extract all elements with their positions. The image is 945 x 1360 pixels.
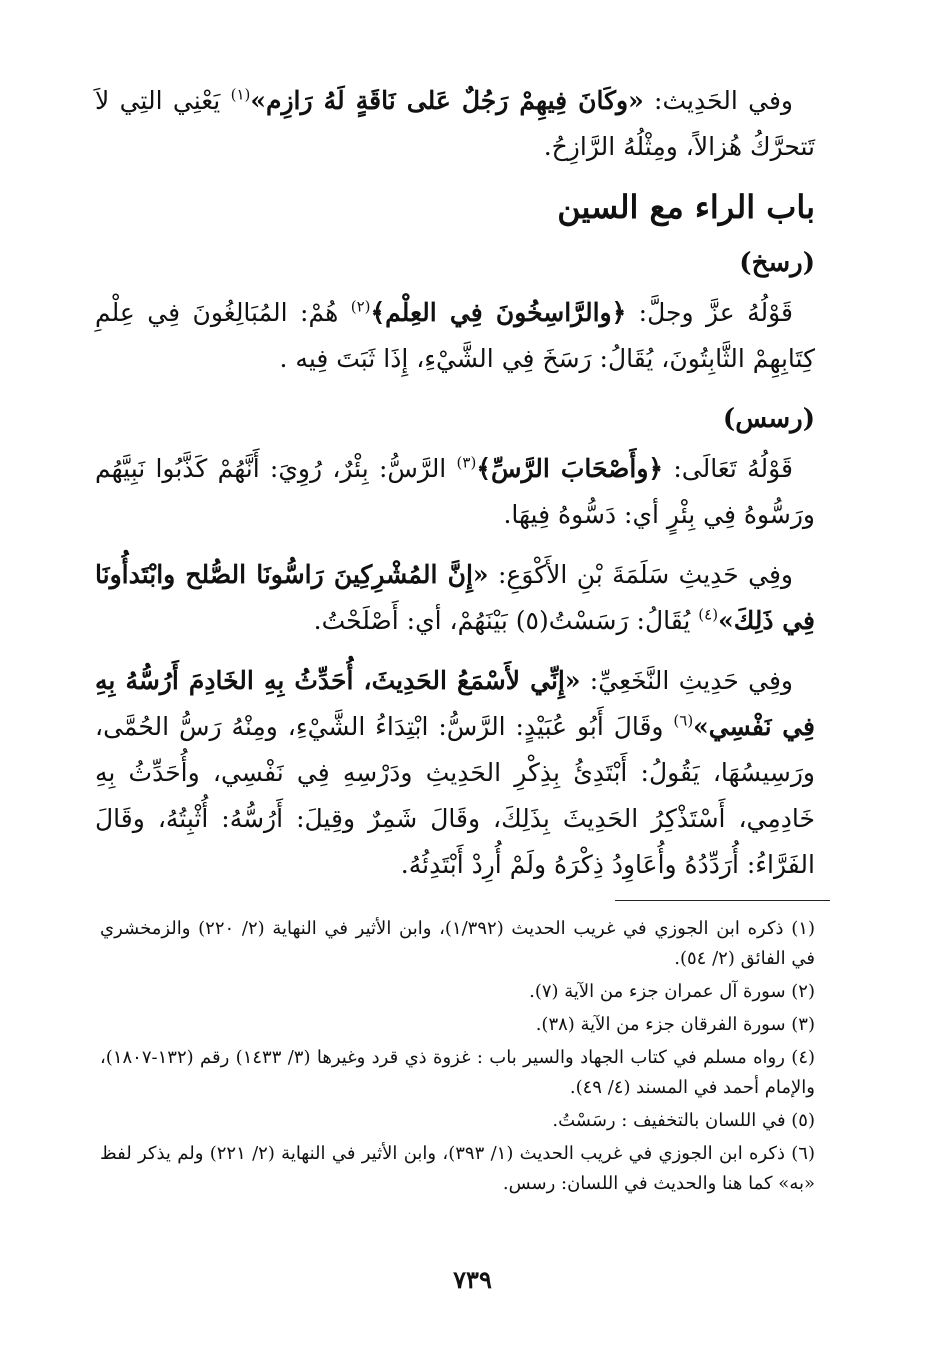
paragraph-prefix: قَوْلُهُ عزَّ وجلَّ:: [626, 298, 794, 327]
footnote-5: (٥) في اللسان بالتخفيف : رسَسْتُ.: [552, 1110, 815, 1131]
entry-heading-rasakha: (رسخ): [739, 248, 815, 278]
footnote-2: (٢) سورة آل عمران جزء من الآية (٧).: [529, 981, 815, 1002]
footnotes: [100, 914, 815, 1202]
paragraph-prefix: وفي الحَدِيث:: [643, 86, 793, 115]
paragraph-body: يُقَالُ: رَسَسْتُ(٥) بَيْنَهُمْ، أي: أَصْلَحْتُ.: [313, 606, 699, 635]
footnote-ref: (١): [230, 85, 251, 104]
footnote-6: (٦) ذكره ابن الجوزي في غريب الحديث (١/ ٣٩٣)، وابن الأثير في النهاية (٢/ ٢٢١) ولم يذكر لفظ «به» كما هنا والحديث في اللسان: رسس.: [100, 1143, 815, 1194]
paragraph-salama-hadith: [95, 552, 815, 644]
paragraph-rass-well: [95, 446, 815, 538]
chapter-title: باب الراء مع السين: [557, 188, 815, 226]
paragraph-prefix: قَوْلُهُ تَعَالَى:: [663, 454, 793, 483]
paragraph-nakhai-hadith: [95, 658, 815, 888]
paragraph-prefix: وفِي حَدِيثِ سَلَمَةَ بْنِ الأَكْوَعِ:: [488, 560, 794, 589]
paragraph-body: وقَالَ أَبُو عُبَيْدٍ: الرَّسُّ: ابْتِدَاءُ الشَّيْءِ، ومِنْهُ رَسُّ الحُمَّى، ورَسِيسُهَا، يَقُولُ: أَبْتَدِئُ بِذِكْرِ الحَدِيثِ ودَرْسِهِ فِي نَفْسِي، وأُحَدِّثُ بِهِ خَادِمِي، أَسْتَذْكِرُ الحَدِيثَ بِذَلِكَ، وقَالَ شَمِرٌ وقِيلَ: أَرُسُّهُ: أُثْبِتُهُ، وقَالَ الفَرَّاءُ: أُرَدِّدُهُ وأُعَاوِدُ ذِكْرَهُ ولَمْ أُرِدْ أَبْتَدِئُهُ.: [95, 712, 815, 879]
footnote-4: (٤) رواه مسلم في كتاب الجهاد والسير باب : غزوة ذي قرد وغيرها (٣/ ١٤٣٣) رقم (١٣٢-١٨٠٧)، والإمام أحمد في المسند (٤/ ٤٩).: [100, 1047, 816, 1098]
page-number: ٧٣٩: [453, 1265, 492, 1294]
hadith-quote: «إِنِّي لأَسْمَعُ الحَدِيثَ، أُحَدِّثُ بِهِ الخَادِمَ أَرُسُّهُ بِهِ فِي نَفْسِي»: [95, 666, 815, 741]
paragraph-rasakha: [95, 290, 815, 382]
footnote-3: (٣) سورة الفرقان جزء من الآية (٣٨).: [535, 1014, 815, 1035]
footnote-ref: (٦): [673, 711, 694, 730]
footnote-ref: (٢): [350, 297, 371, 316]
quran-quote: ﴿والرَّاسِخُونَ فِي العِلْم﴾: [370, 298, 627, 327]
footnote-divider: [615, 900, 830, 901]
quran-quote: ﴿وأَصْحَابَ الرَّسِّ﴾: [476, 454, 664, 483]
paragraph-prefix: وفِي حَدِيثِ النَّخَعِيِّ:: [580, 666, 793, 695]
entry-heading-rasasa: (رسس): [722, 404, 815, 434]
paragraph-continuation: [95, 78, 815, 170]
paragraph-body: الرَّسُّ: بِئْرٌ، رُوِيَ: أَنَّهُمْ كَذَّبُوا نَبِيَّهُم ورَسُّوهُ فِي بِئْرٍ أي: دَسُّوهُ فِيهَا.: [95, 454, 815, 529]
paragraph-body: هُمْ: المُبَالِغُونَ فِي عِلْمِ كِتَابِهِمْ الثَّابِتُونَ، يُقَالُ: رَسَخَ فِي الشَّيْءِ، إِذَا ثَبَتَ فِيه .: [95, 298, 815, 373]
footnote-ref: (٤): [698, 605, 719, 624]
paragraph-body: يَعْنِي التِي لاَ تَتحرَّكُ هُزالاً، ومِثْلُهُ الرَّازِحُ.: [95, 86, 815, 161]
footnote-ref: (٣): [456, 453, 477, 472]
hadith-quote: «وكَانَ فِيهِمْ رَجُلٌ عَلى نَاقَةٍ لَهُ رَازِم»: [250, 86, 644, 115]
hadith-quote: «إِنَّ المُشْرِكِينَ رَاسُّونَا الصُّلح وابْتَدأُونَا فِي ذَلِكَ»: [95, 560, 815, 635]
footnote-1: (١) ذكره ابن الجوزي في غريب الحديث (١/٣٩٢)، وابن الأثير في النهاية (٢/ ٢٢٠) والزمخشري في الفائق (٢/ ٥٤).: [100, 918, 815, 969]
main-text: [95, 78, 815, 902]
